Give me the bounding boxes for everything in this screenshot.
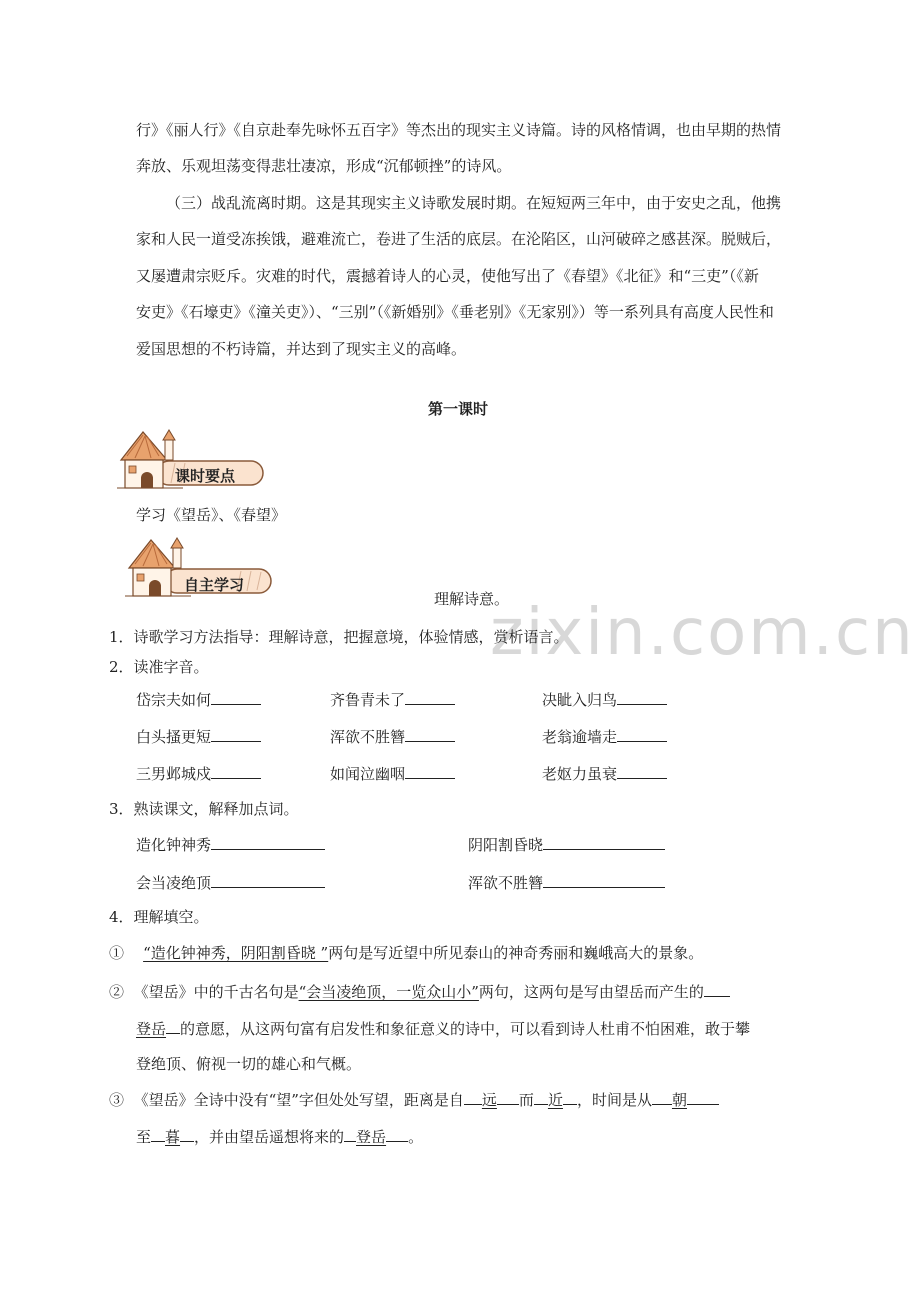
answer-text: “造化钟神秀，阴阳割昏晓 ” (143, 944, 329, 962)
fill-answer-3: ③ 《望岳》全诗中没有“望”字但处处写望，距离是自 远 而 近 ，时间是从 朝 (109, 1089, 719, 1110)
intro-line: 家和人民一道受冻挨饿，避难流亡，卷进了生活的底层。在沦陷区，山河破碎之感甚深。脱贼后， (136, 230, 782, 248)
question-1: 1．诗歌学习方法指导：理解诗意，把握意境，体验情感，赏析语言。 (109, 628, 569, 646)
answer-blank[interactable] (211, 872, 325, 888)
question-2-label: 2．读准字音。 (109, 658, 209, 676)
pronunciation-item: 老翁逾墙走 (542, 726, 667, 747)
badge-label-key-points: 课时要点 (175, 467, 236, 485)
pronunciation-item: 如闻泣幽咽 (330, 763, 455, 784)
word-item: 阴阳割昏晓 (468, 834, 665, 855)
answer-blank[interactable] (617, 726, 667, 742)
answer-text: “会当凌绝顶，一览众山小” (298, 983, 479, 1001)
intro-line: 行》《丽人行》《自京赴奉先咏怀五百字》等杰出的现实主义诗篇。诗的风格情调，也由早期的热情 (136, 121, 782, 139)
fill-answer-2-cont: 登岳 的意愿，从这两句富有启发性和象征意义的诗中，可以看到诗人杜甫不怕困难，敢于攀 (136, 1020, 751, 1038)
self-study-goal: 理解诗意。 (434, 590, 510, 608)
badge-label-self-study: 自主学习 (184, 576, 245, 594)
answer-blank[interactable] (543, 872, 665, 888)
lesson-title: 第一课时 (428, 400, 489, 418)
pronunciation-item: 老妪力虽衰 (542, 763, 667, 784)
answer-blank[interactable] (617, 763, 667, 779)
pronunciation-item: 决眦入归鸟 (542, 689, 667, 710)
pronunciation-item: 浑欲不胜簪 (330, 726, 455, 747)
key-points-content: 学习《望岳》、《春望》 (136, 506, 287, 524)
answer-blank[interactable] (543, 834, 665, 850)
intro-line: 安吏》《石壕吏》《潼关吏》）、“三别”（《新婚别》《垂老别》《无家别》）等一系列具有高度人民性和 (136, 303, 774, 321)
answer-text: 登岳 (136, 1020, 167, 1038)
word-item: 会当凌绝顶 (136, 872, 325, 893)
question-3-label: 3．熟读课文，解释加点词。 (109, 800, 299, 818)
answer-blank[interactable] (405, 763, 455, 779)
intro-line: （三）战乱流离时期。这是其现实主义诗歌发展时期。在短短两三年中，由于安史之乱，他携 (166, 194, 782, 212)
pronunciation-item: 岱宗夫如何 (136, 689, 261, 710)
word-item: 浑欲不胜簪 (468, 872, 665, 893)
answer-blank[interactable] (405, 689, 455, 705)
answer-blank[interactable] (405, 726, 455, 742)
pronunciation-item: 齐鲁青未了 (330, 689, 455, 710)
pronunciation-item: 白头搔更短 (136, 726, 261, 747)
fill-answer-2: ② 《望岳》中的千古名句是“会当凌绝顶，一览众山小”两句，这两句是写由望岳而产生的 (109, 981, 730, 1002)
answer-blank[interactable] (211, 689, 261, 705)
fill-answer-2-cont: 登绝顶、俯视一切的雄心和气概。 (136, 1055, 362, 1073)
word-item: 造化钟神秀 (136, 834, 325, 855)
answer-blank[interactable] (211, 834, 325, 850)
intro-line: 爱国思想的不朽诗篇，并达到了现实主义的高峰。 (136, 340, 467, 358)
watermark: zixin.com.cn (490, 596, 915, 670)
answer-blank[interactable] (211, 763, 261, 779)
answer-blank[interactable] (211, 726, 261, 742)
intro-line: 奔放、乐观坦荡变得悲壮凄凉，形成“沉郁顿挫”的诗风。 (136, 157, 512, 175)
question-4-label: 4．理解填空。 (109, 908, 209, 926)
pronunciation-item: 三男邺城戍 (136, 763, 261, 784)
intro-line: 又屡遭肃宗贬斥。灾难的时代，震撼着诗人的心灵，使他写出了《春望》《北征》和“三吏”（《新 (136, 267, 759, 285)
answer-blank[interactable] (617, 689, 667, 705)
fill-answer-3-cont: 至 暮 ，并由望岳遥想将来的 登岳 。 (136, 1128, 424, 1146)
fill-answer-1: ① “造化钟神秀，阴阳割昏晓 ”两句是写近望中所见泰山的神奇秀丽和巍峨高大的景象。 (109, 944, 704, 962)
